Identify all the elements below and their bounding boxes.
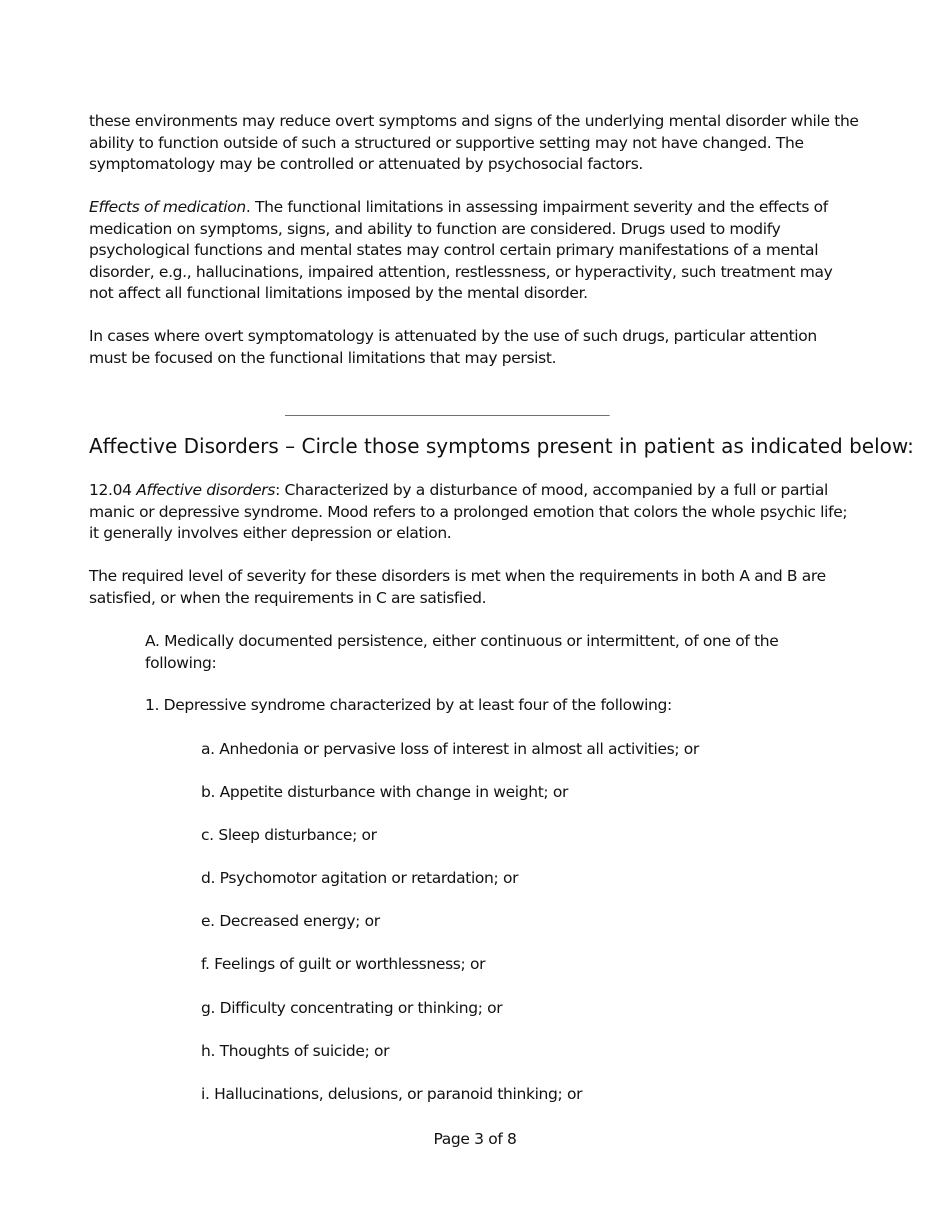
effects-of-medication-text: . The functional limitations in assessing impairment severity and the effects of medication on symptoms, signs, and ability to function are considered. Drugs used to modify psychological functions and mental states may control certain primary manifestations of a mental disorder, e.g., hallucinations, impaired attention, restlessness, or hyperactivity, such treatment may not affect all functional limitations imposed by the mental disorder. bbox=[89, 198, 833, 303]
item-1-depressive-syndrome: 1. Depressive syndrome characterized by at least four of the following: bbox=[145, 696, 672, 714]
severity-paragraph: The required level of severity for these disorders is met when the requirements in both A and B are satisfied, or when the requirements in C are satisfied. bbox=[89, 567, 826, 607]
page-number: Page 3 of 8 bbox=[433, 1130, 517, 1148]
symptom-a[interactable]: a. Anhedonia or pervasive loss of interest in almost all activities; or bbox=[201, 740, 699, 758]
symptom-d[interactable]: d. Psychomotor agitation or retardation; or bbox=[201, 869, 519, 887]
section-divider: ______________________________________ bbox=[285, 398, 610, 416]
listing-definition: : Characterized by a disturbance of mood, accompanied by a full or partial manic or depressive syndrome. Mood refers to a prolonged emotion that colors the whole psychic life; it generally involves either depression or elation. bbox=[89, 481, 848, 543]
symptom-c[interactable]: c. Sleep disturbance; or bbox=[201, 826, 377, 844]
effects-of-medication-term: Effects of medication bbox=[89, 198, 246, 216]
symptom-h[interactable]: h. Thoughts of suicide; or bbox=[201, 1042, 390, 1060]
paragraph-environments: these environments may reduce overt symptoms and signs of the underlying mental disorder while the ability to function outside of such a structured or supportive setting may not have changed. The symptomatology may be controlled or attenuated by psychosocial factors. bbox=[89, 112, 859, 174]
definition-paragraph bbox=[89, 480, 859, 545]
symptom-e[interactable]: e. Decreased energy; or bbox=[201, 912, 380, 930]
symptom-i[interactable]: i. Hallucinations, delusions, or paranoid thinking; or bbox=[201, 1085, 583, 1103]
symptom-g[interactable]: g. Difficulty concentrating or thinking; or bbox=[201, 999, 503, 1017]
symptom-f[interactable]: f. Feelings of guilt or worthlessness; or bbox=[201, 955, 486, 973]
listing-code: 12.04 bbox=[89, 481, 137, 499]
listing-term: Affective disorders bbox=[136, 481, 276, 499]
paragraph-overt-symptomatology: In cases where overt symptomatology is attenuated by the use of such drugs, particular attention must be focused on the functional limitations that may persist. bbox=[89, 327, 817, 367]
symptom-b[interactable]: b. Appetite disturbance with change in weight; or bbox=[201, 783, 569, 801]
paragraph-effects-of-medication bbox=[89, 197, 859, 305]
section-heading: Affective Disorders – Circle those symptoms present in patient as indicated below: bbox=[89, 434, 914, 458]
criterion-a: A. Medically documented persistence, either continuous or intermittent, of one of the following: bbox=[145, 632, 779, 672]
